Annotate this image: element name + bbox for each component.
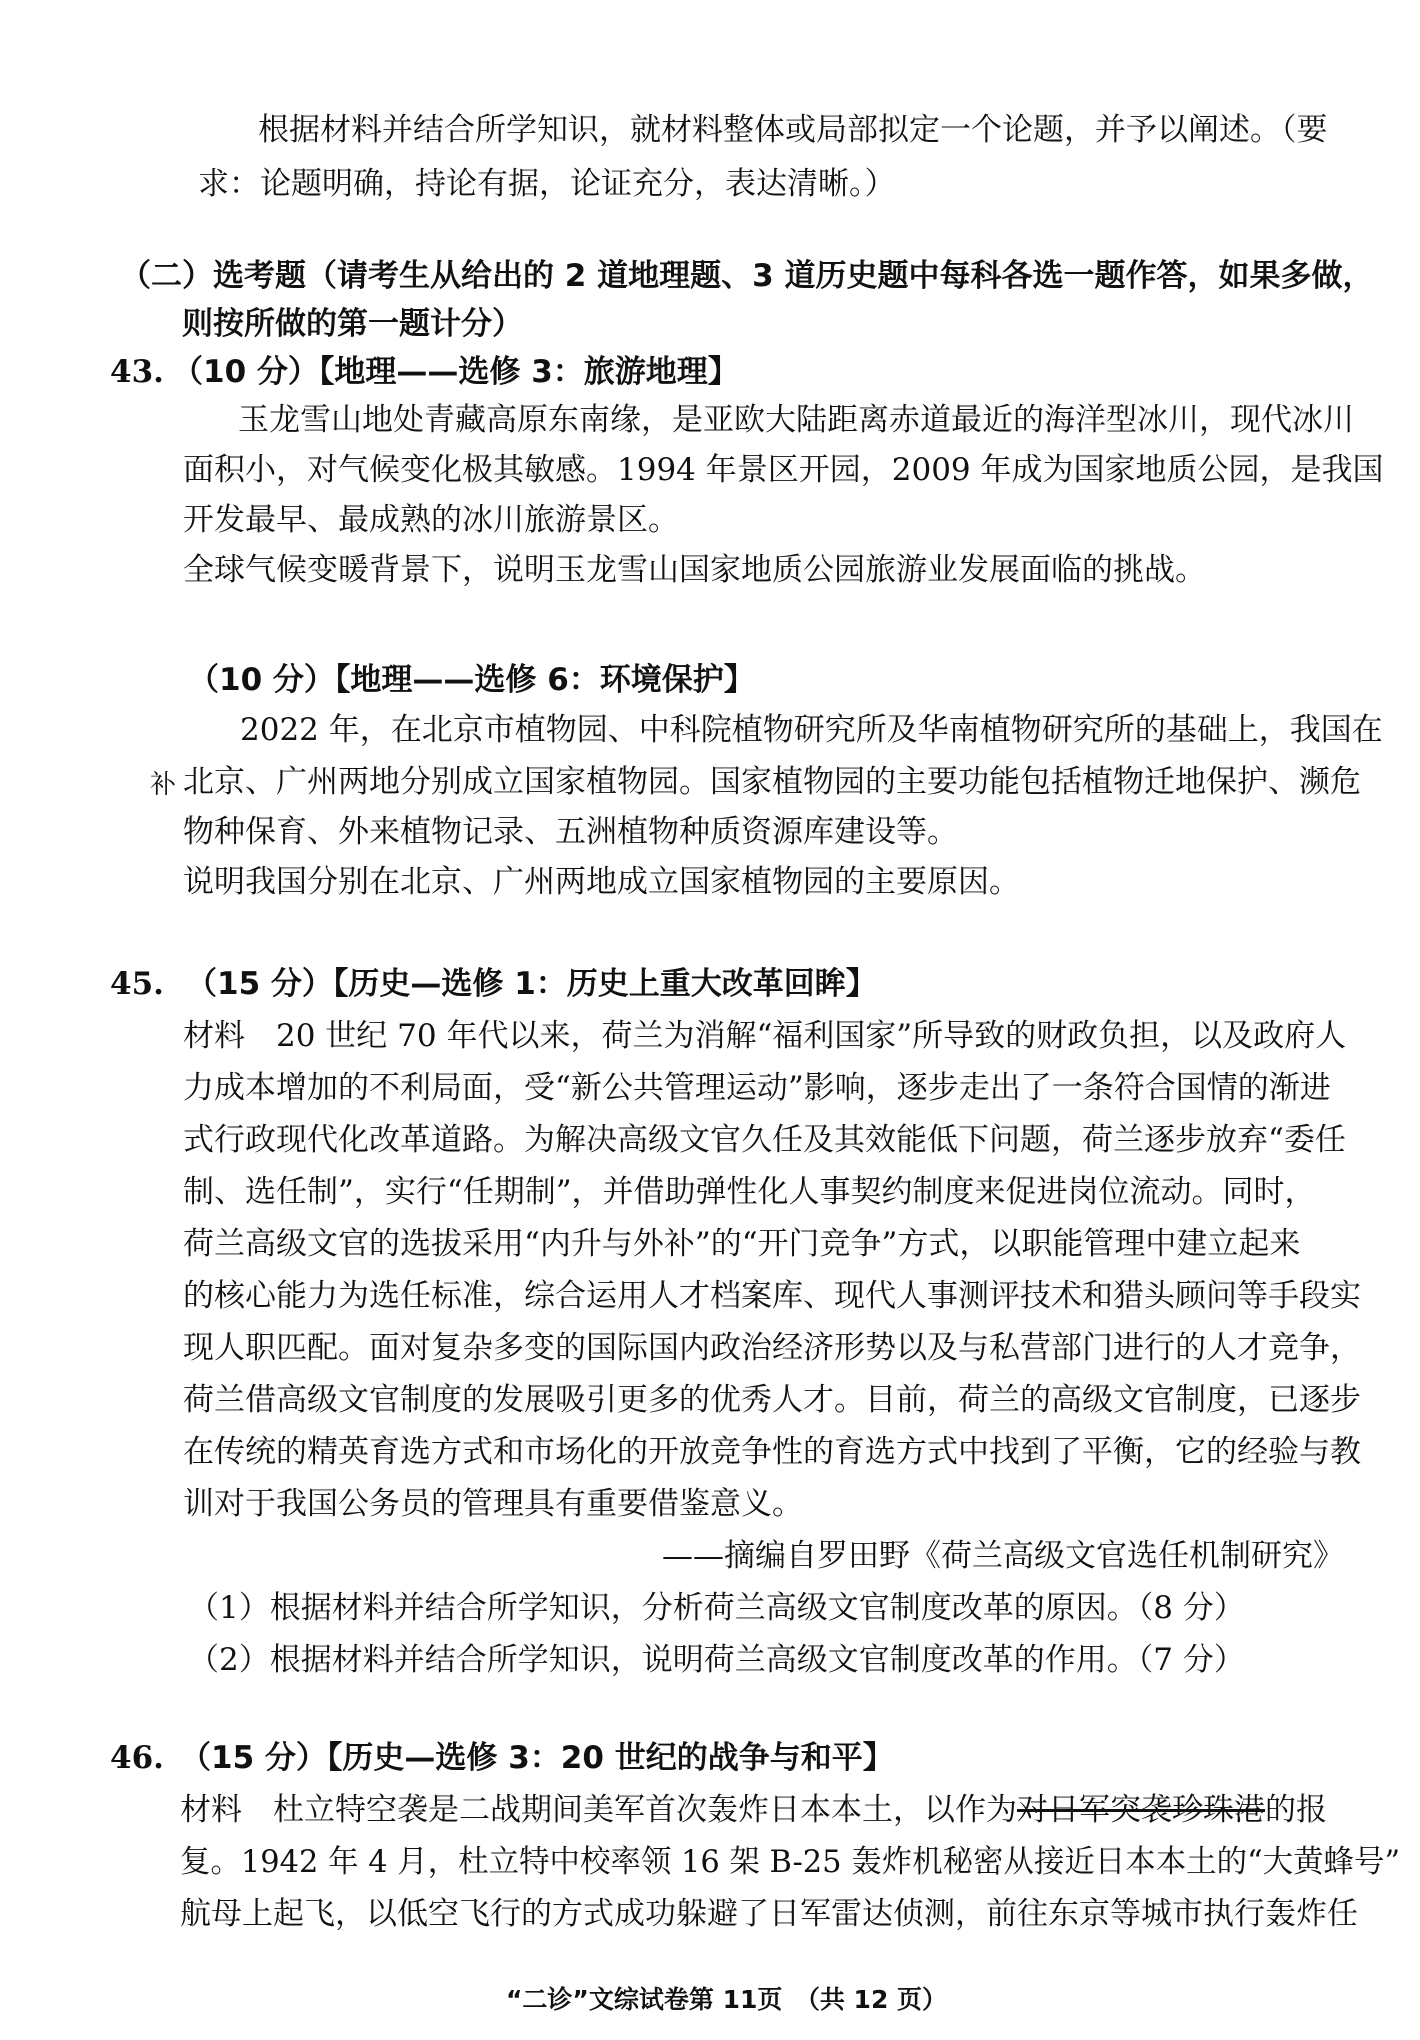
handwritten-margin-mark: 补: [150, 770, 177, 800]
q44-header: （10 分）【地理——选修 6：环境保护】: [188, 662, 755, 698]
q43-question: 全球气候变暖背景下，说明玉龙雪山国家地质公园旅游业发展面临的挑战。: [183, 552, 1206, 588]
q45-material-line: 在传统的精英育选方式和市场化的开放竞争性的育选方式中找到了平衡，它的经验与教: [183, 1434, 1361, 1470]
intro-line-1: 根据材料并结合所学知识，就材料整体或局部拟定一个论题，并予以阐述。（要: [258, 112, 1328, 148]
q46-material-line-1: [180, 1790, 1327, 1830]
q44-paragraph-2: 北京、广州两地分别成立国家植物园。国家植物园的主要功能包括植物迁地保护、濒危: [183, 764, 1361, 800]
section2-line-2: 则按所做的第一题计分）: [182, 306, 523, 342]
q45-number: 45.: [110, 966, 164, 1002]
intro-line-2: 求：论题明确，持论有据，论证充分，表达清晰。）: [198, 166, 896, 202]
q45-material-line: 荷兰高级文官的选拔采用“内升与外补”的“开门竞争”方式，以职能管理中建立起来: [183, 1226, 1301, 1262]
q46-line-1-start: 材料 杜立特空袭是二战期间美军首次轰炸日本本土，以作为: [180, 1792, 1017, 1828]
q43-paragraph-1: 玉龙雪山地处青藏高原东南缘，是亚欧大陆距离赤道最近的海洋型冰川，现代冰川: [238, 402, 1354, 438]
q46-material-line-2: 复。1942 年 4 月，杜立特中校率领 16 架 B-25 轰炸机秘密从接近日本本土的“大黄蜂号”: [180, 1844, 1401, 1880]
q45-material-line: 荷兰借高级文官制度的发展吸引更多的优秀人才。目前，荷兰的高级文官制度，已逐步: [183, 1382, 1361, 1418]
q43-number: 43.: [110, 354, 164, 390]
q44-paragraph-3: 物种保育、外来植物记录、五洲植物种质资源库建设等。: [183, 814, 958, 850]
q46-number: 46.: [110, 1740, 164, 1776]
q43-paragraph-2: 面积小，对气候变化极其敏感。1994 年景区开园，2009 年成为国家地质公园，是我国: [183, 452, 1384, 488]
q45-source: ——摘编自罗田野《荷兰高级文官选任机制研究》: [662, 1538, 1344, 1574]
q44-paragraph-1: 2022 年，在北京市植物园、中科院植物研究所及华南植物研究所的基础上，我国在: [240, 712, 1383, 748]
q45-subquestion-1: （1）根据材料并结合所学知识，分析荷兰高级文官制度改革的原因。（8 分）: [188, 1590, 1245, 1626]
q45-material-line: 材料 20 世纪 70 年代以来，荷兰为消解“福利国家”所导致的财政负担，以及政府人: [183, 1018, 1347, 1054]
q46-header: （15 分）【历史—选修 3：20 世纪的战争与和平】: [180, 1740, 894, 1776]
q45-header: （15 分）【历史—选修 1：历史上重大改革回眸】: [186, 966, 877, 1002]
q45-material-line: 制、选任制”，实行“任期制”，并借助弹性化人事契约制度来促进岗位流动。同时，: [183, 1174, 1316, 1210]
q45-material-line: 的核心能力为选任标准，综合运用人才档案库、现代人事测评技术和猎头顾问等手段实: [183, 1278, 1361, 1314]
q45-material-line: 现人职匹配。面对复杂多变的国际国内政治经济形势以及与私营部门进行的人才竞争，: [183, 1330, 1361, 1366]
q46-line-1-end: 的报: [1265, 1792, 1327, 1828]
q46-line-1-struck: 对日军突袭珍珠港: [1017, 1792, 1265, 1828]
q43-paragraph-3: 开发最早、最成熟的冰川旅游景区。: [183, 502, 679, 538]
q45-material-line: 训对于我国公务员的管理具有重要借鉴意义。: [183, 1486, 803, 1522]
q45-material-line: 力成本增加的不利局面，受“新公共管理运动”影响，逐步走出了一条符合国情的渐进: [183, 1070, 1331, 1106]
q45-material-line: 式行政现代化改革道路。为解决高级文官久任及其效能低下问题，荷兰逐步放弃“委任: [183, 1122, 1346, 1158]
q44-question: 说明我国分别在北京、广州两地成立国家植物园的主要原因。: [183, 864, 1020, 900]
q45-subquestion-2: （2）根据材料并结合所学知识，说明荷兰高级文官制度改革的作用。（7 分）: [188, 1642, 1245, 1678]
q43-header: （10 分）【地理——选修 3：旅游地理】: [172, 354, 739, 390]
q46-material-line-3: 航母上起飞，以低空飞行的方式成功躲避了日军雷达侦测，前往东京等城市执行轰炸任: [180, 1896, 1358, 1932]
page-footer: “二诊”文综试卷第 11页 （共 12 页）: [506, 1985, 948, 2014]
section2-line-1: （二）选考题（请考生从给出的 2 道地理题、3 道历史题中每科各选一题作答，如果多做，: [120, 258, 1374, 294]
